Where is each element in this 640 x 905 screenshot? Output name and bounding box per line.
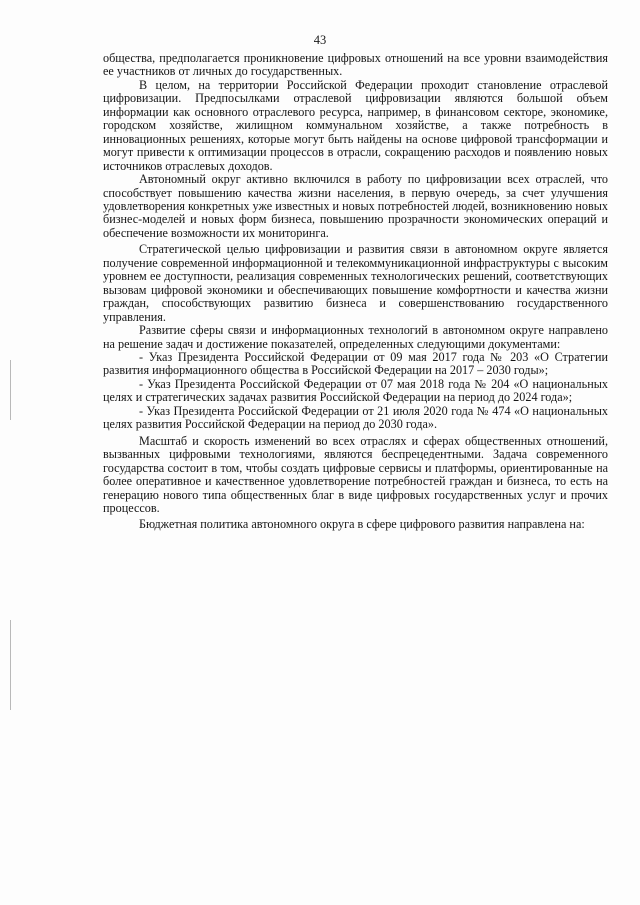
page-number: 43 <box>313 33 327 47</box>
paragraph-okrug-digitalization: Автономный округ активно включился в работу по цифровизации всех отраслей, что способствует повышению качества жизни населения, в первую очередь, за счет улучшения удовлетворения конкретных уже известных и новых потребностей людей, возникновению новых бизнес-моделей и новых форм бизнеса, повышению прозрачности экономических операций и обеспечение возможности их мониторинга. <box>103 172 608 240</box>
list-item-decree-204: - Указ Президента Российской Федерации от 07 мая 2018 года № 204 «О национальных целях и стратегических задачах развития Российской Федерации на период до 2024 года»; <box>103 376 608 405</box>
scan-edge-mark <box>10 360 11 420</box>
scan-edge-mark <box>10 620 11 710</box>
paragraph-strategic-goal: Стратегической целью цифровизации и развития связи в автономном округе является получение современной информационной и телекоммуникационной инфраструктуры с высоким уровнем ее доступности, реализация современных технологических решений, соответствующих вызовам цифровой экономики и обеспечивающих повышение комфортности и качества жизни граждан, способствующих развитию бизнеса и совершенствованию государственного управления. <box>103 242 608 324</box>
list-item-decree-203: - Указ Президента Российской Федерации от 09 мая 2017 года № 203 «О Стратегии развития информационного общества в Российской Федерации на 2017 – 2030 годы»; <box>103 349 608 378</box>
paragraph-continuation: общества, предполагается проникновение цифровых отношений на все уровни взаимодействия ее участников от личных до государственных. <box>103 51 608 79</box>
body-text <box>103 52 608 532</box>
paragraph-budget-policy: Бюджетная политика автономного округа в сфере цифрового развития направлена на: <box>139 517 585 532</box>
paragraph-scale-of-change: Масштаб и скорость изменений во всех отраслях и сферах общественных отношений, вызванных цифровыми технологиями, являются беспрецедентными. Задача современного государства состоит в том, чтобы создать цифровые сервисы и платформы, ориентированные на более оперативное и качественное удовлетворение потребностей граждан и бизнеса, то есть на генерацию нового типа общественных благ в виде цифровых государственных услуг и прочих процессов. <box>103 433 608 515</box>
paragraph-documents-intro: Развитие сферы связи и информационных технологий в автономном округе направлено на решение задач и достижение показателей, определенных следующими документами: <box>103 323 608 351</box>
paragraph-sector-digitalization: В целом, на территории Российской Федерации проходит становление отраслевой цифровизации. Предпосылками отраслевой цифровизации являются большой объем информации как основного отраслевого ресурса, например, в финансовом секторе, экономике, городском хозяйстве, жилищном коммунальном хозяйстве, а также потребность в инновационных решениях, которые могут быть найдены на основе цифровой трансформации и могут привести к оптимизации процессов в отрасли, сокращению расходов и появлению новых источников отраслевых доходов. <box>103 77 608 173</box>
list-item-decree-474: - Указ Президента Российской Федерации от 21 июля 2020 года № 474 «О национальных целях развития Российской Федерации на период до 2030 года». <box>103 403 608 432</box>
